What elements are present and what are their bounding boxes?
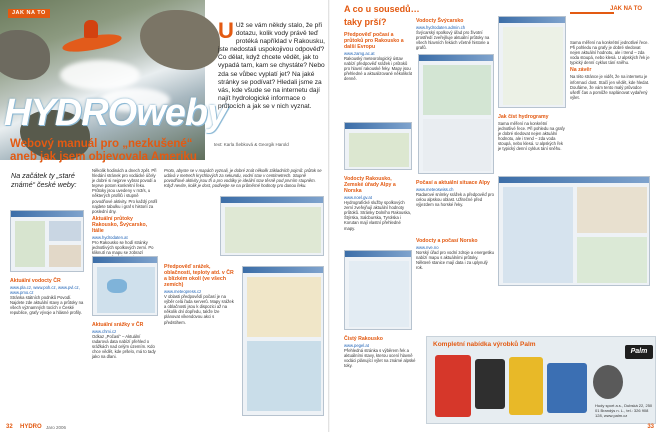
col2-heading: Aktuální průtoky Rakousko, Švýcarsko, Itálie (92, 215, 148, 234)
screenshot-graph (423, 119, 491, 171)
col3-text: Proto, abyste se v mapách vyznali, je dobré znát několik základních pojmů: průtok se udává v metrech krychlových za sekundu, vodní stav v centimetrech. Stupně povodňové aktivity jsou tři a pro vodáky je ideální stav těsně pod prvním stupněm. Když nevíte, kolik je dost, podívejte se na průměrné hodnoty pro danou řeku. (164, 168, 322, 189)
website-screenshot (498, 176, 650, 286)
screenshot-titlebar (243, 267, 323, 273)
website-screenshot (418, 54, 494, 174)
screenshot-map (225, 207, 321, 253)
kayak-photo (0, 0, 205, 160)
right-col2-heading-4: Čistý Rakousko (344, 336, 383, 342)
right-col2-heading-2: Počasí a aktuální situace Alpy (416, 180, 490, 186)
col3-text-2: V oblasti předpovědí počasí je na výběr celá řada serverů. Mapy srážek a oblačnosti jsou k dispozici až na několik dní dopředu, takže lze plánovat víkendovou akci s předstihem. (164, 294, 234, 325)
screenshot-titlebar (419, 55, 493, 61)
pfd-product (509, 357, 543, 415)
screenshot-block (577, 237, 647, 283)
screenshot-block (49, 245, 81, 267)
ad-title: Kompletní nabídka výrobků Palm (433, 341, 536, 348)
subtitle-line-1: Webový manuál pro „nezkušené“ (10, 138, 193, 150)
col3-heading: Předpověď srážek, oblačnosti, teploty atd. v ČR a blízkém okolí (ve všech zemích) (164, 264, 234, 288)
right-column-4 (570, 40, 650, 152)
website-screenshot (344, 122, 412, 170)
screenshot-map (423, 65, 491, 115)
right-col2-text-4: Přehledná stránka s výběrem řek a aktuálními stavy, kterou ocení hlavně vodáci plánující výlet na známé alpské toky. (344, 348, 416, 369)
helmet-product (593, 365, 623, 399)
right-col1-heading: Předpověď počasí a průtoků pro Rakousko a další Evropu (344, 32, 404, 50)
right-column-2c (416, 236, 494, 294)
screenshot-block (247, 277, 321, 337)
right-col2-heading-3: Vodocty a počasí Norsko (416, 238, 478, 244)
col2-link[interactable]: www.hydrodaten.at (92, 234, 128, 240)
lead-paragraph: Na začátek ty „staré známé“ české weby: (11, 171, 77, 189)
page-number-left: 32 (6, 424, 13, 430)
rock-shape (140, 10, 220, 70)
col1-heading: Aktuální vodocty ČR (10, 278, 61, 284)
website-screenshot (220, 196, 324, 256)
screenshot-block (503, 27, 563, 105)
screenshot-titlebar (499, 17, 565, 23)
right-column-2 (416, 16, 494, 51)
section-tag: JAK NA TO (12, 10, 46, 16)
screenshot-block (49, 221, 81, 241)
right-col4-text: Na této stránce je vidět, že na internetu je informací dost. Stačí jen vědět, kde hledat. Doufáme, že vám tento malý průvodce ušetří čas a pomůže naplánovat vydařený výlet. (570, 74, 650, 100)
right-column-3 (498, 112, 566, 172)
right-col2-text: Švýcarský spolkový úřad pro životní prostředí zveřejňuje aktuální průtoky na všech hlavních řekách včetně historie a grafů. (416, 30, 490, 51)
col2-link-2[interactable]: www.chmi.cz (92, 329, 117, 334)
article-intro (218, 18, 326, 111)
col2-text: Několik hodinách a dnech zpět. Při hledání stránek pro vodácké účely je dobré si nejprve vybrat povodí a teprve potom konkrétní řeku. Průtoky jsou uvedeny v m3/s, u některých profilů i stupně povodňové aktivity. Pro každý profil najdete tabulku i graf s historií za poslední dny. (92, 168, 158, 214)
right-col1-link[interactable]: www.zamg.ac.at (344, 51, 375, 56)
screenshot-titlebar (345, 123, 411, 129)
column-1 (10, 276, 86, 416)
right-col2-text-2: Radarové snímky srážek a předpověď pro celou alpskou oblast. Užitečné před výjezdem na horské řeky. (416, 192, 494, 208)
right-col2-link-2[interactable]: www.meteoswiss.ch (416, 187, 454, 192)
paddler-shape (84, 20, 98, 38)
col2-heading-2: Aktuální srážky v ČR (92, 322, 144, 328)
right-col1-text: Rakouský meteorologický ústav nabízí předpověď srážek i průtoků pro hlavní rakouské řeky. Mapy jsou přehledné a aktualizované několikrát denně. (344, 56, 412, 82)
website-screenshot (10, 210, 84, 272)
screenshot-rain-area (107, 279, 127, 293)
right-col3-text-extra: Sama měření na konkrétní jednotlivé řece. Při pohledu na grafy je dobré sledovat nejen aktuální hodnotu, ale i trend – zda voda stoupá, nebo klesá. U alpských řek je typický denní cyklus tání sněhu. (570, 40, 650, 66)
right-col2-text-3: Norský úřad pro vodní zdroje a energetiku nabízí mapu s aktuálními průtoky. Některé stanice mají data i za uplynulý rok. (416, 250, 494, 271)
screenshot-block (247, 341, 321, 411)
column-2 (92, 168, 158, 256)
screenshot-block (577, 187, 647, 233)
col2-text-3: Odkaz „Počasí“ – Aktuální radarová data nabízí přehled o srážkách nad celým územím. Kdo chce vědět, kde pršelo, má to tady jako na dlani. (92, 334, 156, 360)
screenshot-map (349, 133, 409, 167)
right-col4-heading: Na závěr (570, 67, 592, 74)
rock-shape (0, 30, 50, 80)
right-col1-link-2[interactable]: www.noel.gv.at (344, 195, 372, 200)
col1-link[interactable]: www.pla.cz, www.poh.cz, www.pvl.cz, www.pmo.cz (10, 285, 80, 296)
website-screenshot (344, 250, 412, 330)
right-heading-line-2: taky prší? (344, 17, 387, 27)
ad-text: Hudy sport a.s., Dubská 22, 250 01 Brandýs n. L., tel.: 326 908 128, www.palm.cz (595, 403, 653, 418)
article-title: HYDROweby (4, 92, 228, 134)
right-col2-link[interactable]: www.hydrodaten.admin.ch (416, 25, 466, 30)
right-heading-line-1: A co u sousedů… (344, 4, 420, 14)
col2-text-2: Pro Rakousko se hodí stránky jednotlivých spolkových zemí. Po kliknutí na mapu se zobrazí (92, 239, 154, 256)
article-subtitle (10, 138, 210, 164)
website-screenshot (498, 16, 566, 108)
issue-date: Jaro 2006 (46, 425, 67, 430)
screenshot-table (349, 261, 409, 327)
right-column-2b (416, 178, 494, 234)
column-3b (164, 262, 236, 416)
magazine-brand: HYDRO (20, 424, 42, 430)
drytop-product (547, 363, 587, 413)
palm-advertisement[interactable] (426, 336, 656, 424)
website-screenshot (242, 266, 324, 416)
right-column-1 (344, 30, 412, 120)
screenshot-map (15, 221, 45, 267)
column-2b (92, 320, 158, 416)
vest-product (475, 359, 505, 409)
drop-cap: U (218, 18, 234, 43)
jacket-product (435, 355, 471, 417)
right-col2-heading: Vodocty Švýcarsko (416, 18, 464, 24)
screenshot-titlebar (93, 257, 157, 263)
website-screenshot (92, 256, 158, 316)
right-col2-link-4[interactable]: www.pegel.at (344, 343, 369, 348)
screenshot-titlebar (221, 197, 323, 203)
palm-logo: Palm (625, 345, 653, 359)
page-number-right: 33 (647, 424, 654, 430)
right-col3-heading: Jak číst hydrogramy (498, 114, 549, 120)
byline: text: Karla Šebková & Georgik Harold (214, 142, 289, 147)
right-col1-text-2: Hydrografické služby spolkových zemí zveřejňují aktuální hodnoty průtoků. Stránky Dolního Rakouska, Štýrska, Salcburska, Tyrolska i Korutan mají vlastní přehledné mapy. (344, 200, 412, 231)
col1-text: Stránka státních podniků Povodí. Najdete zde aktuální stavy a průtoky na všech významných tocích v České republice, grafy vývoje a hlásné profily. (10, 295, 84, 316)
intro-text: Už se vám někdy stalo, že při dotazu, kolik vody právě teď protéká například v Rakousku, jste nedostali uspokojivou odpověď? Co dělat, když chcete vědět, jak to vypadá tam, kam se chystáte? Nebo zda se vůbec vyplatí jet? Na jaké stránky se podívat? Hledali jsme za vás, kde všude se na internetu dají najít hydrologické informace o průtocích a jak se v nich vyznat. (218, 22, 325, 110)
screenshot-titlebar (345, 251, 411, 257)
right-col2-link-3[interactable]: www.nve.no (416, 245, 439, 250)
right-section-tag: JAK NA TO (609, 6, 642, 12)
screenshot-map (503, 187, 573, 283)
col3-link[interactable]: www.meteopress.cz (164, 289, 202, 294)
water-foam (60, 60, 140, 90)
right-column-1c (344, 334, 420, 424)
tag-rule (570, 12, 614, 14)
screenshot-titlebar (499, 177, 649, 183)
right-col3-text: Sama měření na konkrétní jednotlivé řece. Při pohledu na grafy je dobré sledovat nejen aktuální hodnotu, ale i trend – zda voda stoupá, nebo klesá. U alpských řek je typický denní cyklus tání sněhu. (498, 121, 565, 152)
right-page (330, 0, 660, 432)
screenshot-titlebar (11, 211, 83, 217)
right-col1-heading-2: Vodocty Rakousko, Zemské úřady Alpy a Norska (344, 176, 396, 194)
subtitle-line-2: aneb jak jsem objevovala Ameriku (10, 151, 197, 163)
